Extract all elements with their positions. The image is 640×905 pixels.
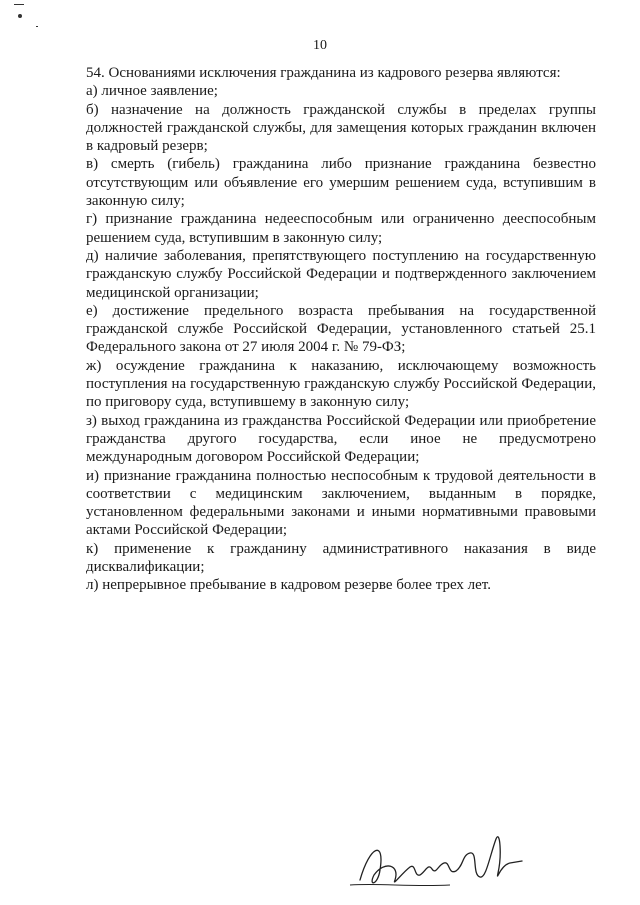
scan-dash: [14, 4, 24, 5]
list-item: а) личное заявление;: [86, 83, 218, 100]
section-lead: 54. Основаниями исключения гражданина из кадрового резерва являются:: [86, 65, 561, 81]
scan-dash: [36, 26, 38, 27]
page-number: 10: [313, 38, 327, 53]
list-item: л) непрерывное пребывание в кадровом резерве более трех лет.: [86, 577, 491, 594]
list-item: ж) осуждение гражданина к наказанию, исключающему возможность поступления на государственную гражданскую службу Российской Федерации, по приговору суда, вступившему в законную силу;: [86, 357, 596, 411]
scan-dot: [18, 14, 22, 18]
list-item: в) смерть (гибель) гражданина либо признание гражданина безвестно отсутствующим или объявление его умершим решением суда, вступившим в законную силу;: [86, 156, 596, 210]
list-item: и) признание гражданина полностью неспособным к трудовой деятельности в соответствии с медицинским заключением, выданным в порядке, установленном федеральными законами и иными нормативными правовыми актами Российской Федерации;: [86, 467, 596, 539]
document-body: [86, 64, 596, 595]
signature: [340, 825, 540, 895]
list-item: з) выход гражданина из гражданства Российской Федерации или приобретение гражданства другого государства, если иное не предусмотрено международным договором Российской Федерации;: [86, 412, 596, 466]
list-item: б) назначение на должность гражданской службы в пределах группы должностей гражданской службы, для замещения которых гражданин включен в кадровый резерв;: [86, 101, 596, 155]
item-list: [86, 82, 596, 594]
list-item: к) применение к гражданину административного наказания в виде дисквалификации;: [86, 540, 596, 576]
list-item: е) достижение предельного возраста пребывания на государственной гражданской службе Российской Федерации, установленного статьей 25.1 Федерального закона от 27 июля 2004 г. № 79-ФЗ;: [86, 302, 596, 356]
list-item: г) признание гражданина недееспособным или ограниченно дееспособным решением суда, вступившим в законную силу;: [86, 211, 596, 246]
list-item: д) наличие заболевания, препятствующего поступлению на государственную гражданскую службу Российской Федерации и подтвержденного заключением медицинской организации;: [86, 247, 596, 301]
